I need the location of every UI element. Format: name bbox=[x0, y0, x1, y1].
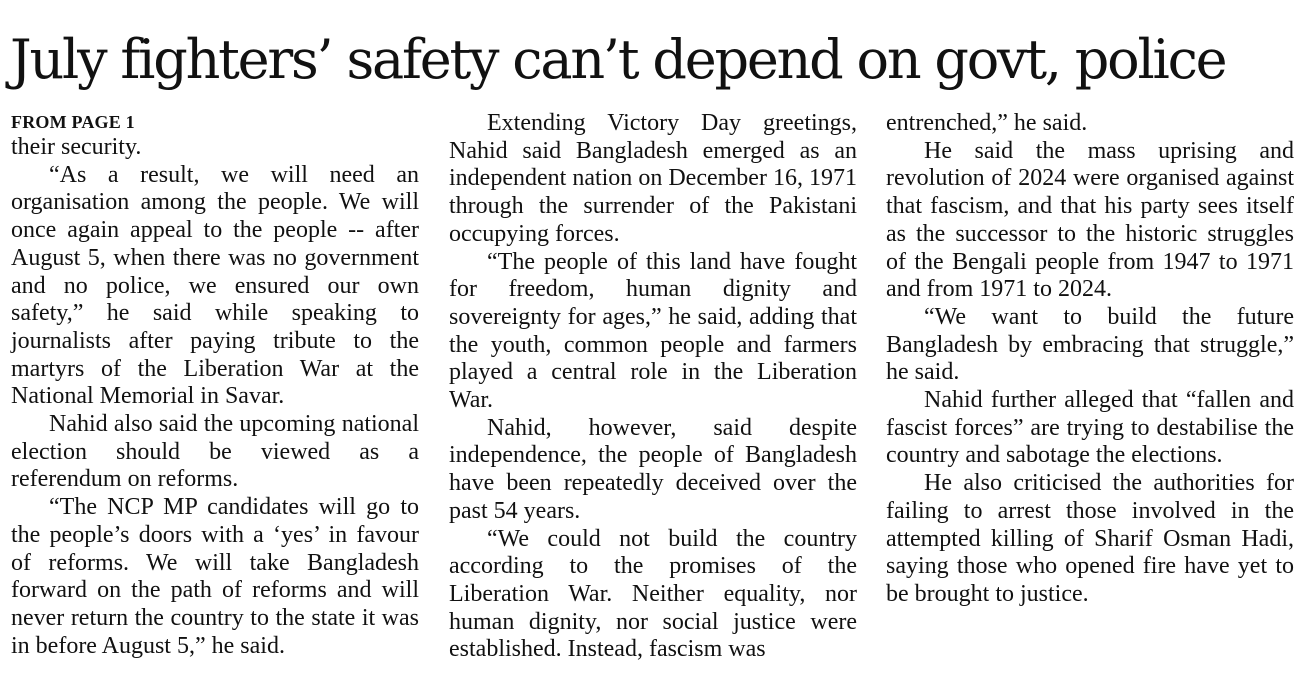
paragraph: entrenched,” he said. bbox=[886, 110, 1088, 136]
headline: July fighters’ safety can’t depend on govt, police bbox=[10, 28, 1226, 91]
paragraph: Nahid further alleged that “fallen and fascist forces” are trying to destabilise the country and sabotage the elections. bbox=[886, 387, 1294, 469]
paragraph: “The people of this land have fought for freedom, human dignity and sovereignty for ages,” he said, adding that the youth, common people and farmers played a central role in the Liberation War. bbox=[449, 248, 857, 414]
paragraph: their security. bbox=[11, 134, 142, 160]
kicker: FROM PAGE 1 bbox=[11, 112, 135, 132]
paragraph: He said the mass uprising and revolution of 2024 were organised against that fascism, and that his party sees itself as the successor to the historic struggles of the Bengali people from 1947 to 1971 and from 1971 to 2024. bbox=[886, 137, 1294, 303]
paragraph: “We could not build the country according to the promises of the Liberation War. Neither equality, nor human dignity, nor social justice were established. Instead, fascism was bbox=[449, 525, 857, 663]
paragraph: Extending Victory Day greetings, Nahid said Bangladesh emerged as an independent nation on December 16, 1971 through the surrender of the Pakistani occupying forces. bbox=[449, 110, 857, 247]
article-column-3 bbox=[886, 110, 1294, 609]
paragraph: Nahid also said the upcoming national election should be viewed as a referendum on reforms. bbox=[11, 411, 419, 493]
article-column-1 bbox=[11, 110, 419, 660]
paragraph: He also criticised the authorities for failing to arrest those involved in the attempted killing of Sharif Osman Hadi, saying those who opened fire have yet to be brought to justice. bbox=[886, 470, 1294, 607]
article-column-2 bbox=[449, 110, 857, 664]
paragraph: “We want to build the future Bangladesh by embracing that struggle,” he said. bbox=[886, 303, 1294, 386]
paragraph: “As a result, we will need an organisation among the people. We will once again appeal to the people -- after August 5, when there was no government and no police, we ensured our own safety,” he said while speaking to journalists after paying tribute to the martyrs of the Liberation War at the National Memorial in Savar. bbox=[11, 161, 419, 410]
paragraph: “The NCP MP candidates will go to the people’s doors with a ‘yes’ in favour of reforms. We will take Bangladesh forward on the path of reforms and will never return the country to the state it was in before August 5,” he said. bbox=[11, 494, 419, 659]
paragraph: Nahid, however, said despite independence, the people of Bangladesh have been repeatedly deceived over the past 54 years. bbox=[449, 414, 857, 524]
